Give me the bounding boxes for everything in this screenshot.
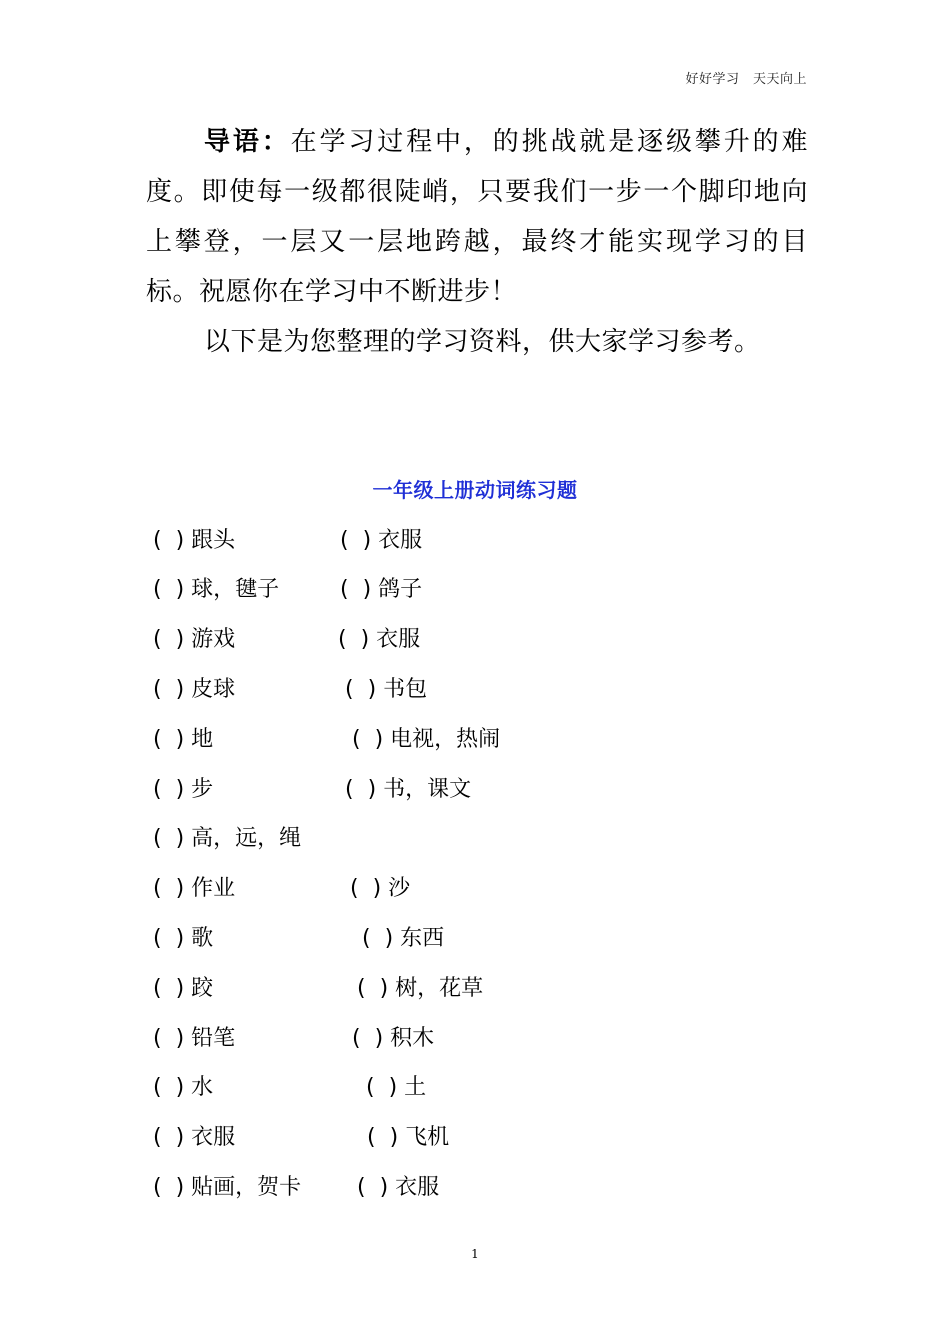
exercise-row — [0, 526, 950, 556]
exercise-item-left: ( ) 高，远，绳 — [153, 826, 302, 851]
intro-lead: 导语： — [204, 127, 291, 157]
exercise-item-left: ( ) 地 — [153, 727, 214, 752]
exercise-item-right: ( ) 衣服 — [357, 1175, 440, 1200]
exercise-item-right: ( ) 书包 — [345, 677, 428, 702]
exercise-item-left: ( ) 贴画，贺卡 — [153, 1175, 302, 1200]
exercise-row — [0, 575, 950, 605]
exercise-title: 一年级上册动词练习题 — [372, 478, 578, 502]
exercise-row — [0, 775, 950, 805]
exercise-item-right: ( ) 电视，热闹 — [352, 727, 501, 752]
exercise-row — [0, 824, 950, 854]
exercise-item-left: ( ) 歌 — [153, 926, 214, 951]
exercise-item-left: ( ) 球，毽子 — [153, 577, 280, 602]
page-number: 1 — [471, 1247, 479, 1261]
exercise-row — [0, 625, 950, 655]
exercise-row — [0, 1123, 950, 1153]
exercise-item-right: ( ) 书，课文 — [345, 777, 472, 802]
exercise-item-right: ( ) 土 — [366, 1075, 427, 1100]
intro-paragraph-1-text: 在学习过程中，的挑战就是逐级攀升的难度。即使每一级都很陡峭，只要我们一步一个脚印地向上攀登，一层又一层地跨越，最终才能实现学习的目标。祝愿你在学习中不断进步！ — [146, 127, 808, 307]
exercise-item-left: ( ) 步 — [153, 777, 214, 802]
exercise-row — [0, 1024, 950, 1054]
exercise-item-right: ( ) 鸽子 — [340, 577, 423, 602]
exercise-item-left: ( ) 跤 — [153, 976, 214, 1001]
exercise-item-right: ( ) 飞机 — [367, 1125, 450, 1150]
exercise-row — [0, 675, 950, 705]
exercise-item-left: ( ) 皮球 — [153, 677, 236, 702]
exercise-item-right: ( ) 沙 — [350, 876, 411, 901]
exercise-item-right: ( ) 东西 — [362, 926, 445, 951]
exercise-item-left: ( ) 铅笔 — [153, 1026, 236, 1051]
exercise-row — [0, 924, 950, 954]
exercise-item-left: ( ) 水 — [153, 1075, 214, 1100]
exercise-item-left: ( ) 游戏 — [153, 627, 236, 652]
exercise-item-left: ( ) 作业 — [153, 876, 236, 901]
exercise-row — [0, 1173, 950, 1203]
exercise-item-right: ( ) 衣服 — [340, 528, 423, 553]
exercise-item-right: ( ) 积木 — [352, 1026, 435, 1051]
intro-paragraph-2: 以下是为您整理的学习资料，供大家学习参考。 — [204, 327, 761, 357]
exercise-row — [0, 725, 950, 755]
exercise-item-right: ( ) 衣服 — [338, 627, 421, 652]
exercise-item-right: ( ) 树，花草 — [357, 976, 484, 1001]
exercise-row — [0, 1073, 950, 1103]
exercise-item-left: ( ) 衣服 — [153, 1125, 236, 1150]
exercise-row — [0, 874, 950, 904]
page-header: 好好学习 天天向上 — [685, 72, 807, 87]
exercise-item-left: ( ) 跟头 — [153, 528, 236, 553]
exercise-row — [0, 974, 950, 1004]
